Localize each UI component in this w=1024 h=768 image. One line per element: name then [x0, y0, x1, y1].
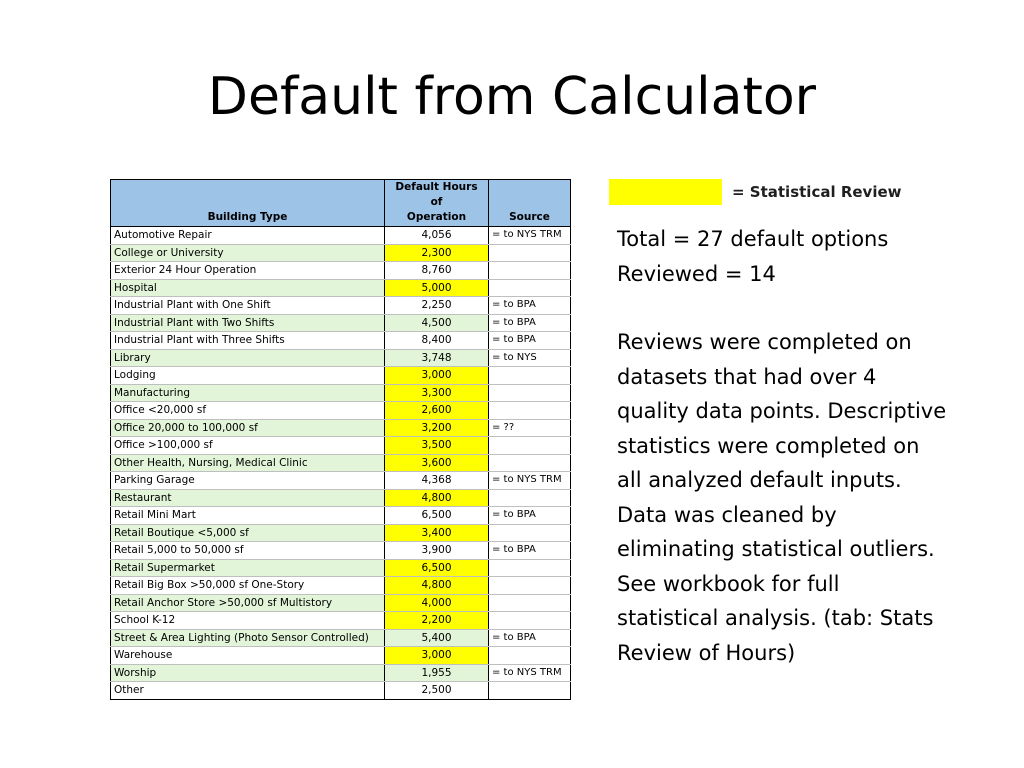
cell-source: = to NYS TRM — [489, 472, 571, 490]
cell-building-type: Street & Area Lighting (Photo Sensor Controlled) — [111, 629, 385, 647]
cell-source — [489, 437, 571, 455]
cell-building-type: Lodging — [111, 367, 385, 385]
cell-building-type: Automotive Repair — [111, 227, 385, 245]
table-row — [111, 542, 571, 560]
cell-source — [489, 454, 571, 472]
cell-source — [489, 489, 571, 507]
cell-source: = to NYS TRM — [489, 227, 571, 245]
cell-building-type: Hospital — [111, 279, 385, 297]
cell-building-type: Retail Boutique <5,000 sf — [111, 524, 385, 542]
cell-source — [489, 244, 571, 262]
cell-source: = to BPA — [489, 629, 571, 647]
cell-default-hours: 2,300 — [385, 244, 489, 262]
table-row — [111, 664, 571, 682]
notes-total-line: Total = 27 default options — [617, 227, 889, 251]
cell-building-type: Office >100,000 sf — [111, 437, 385, 455]
notes-reviewed-line: Reviewed = 14 — [617, 261, 776, 286]
header-default-hours-line1: Default Hours of — [395, 181, 478, 208]
cell-building-type: Worship — [111, 664, 385, 682]
table-row — [111, 262, 571, 280]
cell-building-type: Industrial Plant with Two Shifts — [111, 314, 385, 332]
header-default-hours-line2: Operation — [406, 211, 467, 223]
table-row — [111, 594, 571, 612]
cell-building-type: Exterior 24 Hour Operation — [111, 262, 385, 280]
header-default-hours — [385, 180, 489, 227]
table-row — [111, 629, 571, 647]
cell-source: = to BPA — [489, 542, 571, 560]
cell-default-hours: 5,400 — [385, 629, 489, 647]
notes-paragraph: Reviews were completed on datasets that had over 4 quality data points. Descriptive statistics were completed on all analyzed default inputs. Data was cleaned by eliminating statistical outliers. See workbook for full statistical analysis. (tab: Stats Review of Hours) — [617, 330, 947, 665]
default-hours-table — [110, 179, 571, 700]
legend-yellow-swatch — [609, 179, 722, 205]
table-row — [111, 524, 571, 542]
slide-title: Default from Calculator — [207, 67, 817, 127]
cell-default-hours: 2,200 — [385, 612, 489, 630]
cell-source — [489, 647, 571, 665]
table-row — [111, 244, 571, 262]
cell-default-hours: 8,760 — [385, 262, 489, 280]
cell-source: = to NYS TRM — [489, 664, 571, 682]
cell-default-hours: 3,000 — [385, 647, 489, 665]
cell-source: = to BPA — [489, 297, 571, 315]
cell-building-type: Retail Anchor Store >50,000 sf Multistory — [111, 594, 385, 612]
cell-default-hours: 5,000 — [385, 279, 489, 297]
cell-source — [489, 402, 571, 420]
cell-default-hours: 4,500 — [385, 314, 489, 332]
table-row — [111, 419, 571, 437]
cell-default-hours: 1,955 — [385, 664, 489, 682]
cell-default-hours: 3,300 — [385, 384, 489, 402]
cell-default-hours: 3,500 — [385, 437, 489, 455]
cell-source: = ?? — [489, 419, 571, 437]
notes-text-box — [617, 222, 947, 670]
table-row — [111, 559, 571, 577]
table-row — [111, 332, 571, 350]
table-row — [111, 349, 571, 367]
cell-source — [489, 577, 571, 595]
cell-default-hours: 3,600 — [385, 454, 489, 472]
table-header-row — [111, 180, 571, 227]
cell-default-hours: 3,400 — [385, 524, 489, 542]
cell-building-type: Retail Supermarket — [111, 559, 385, 577]
cell-default-hours: 2,250 — [385, 297, 489, 315]
cell-default-hours: 6,500 — [385, 507, 489, 525]
table-row — [111, 612, 571, 630]
cell-default-hours: 4,000 — [385, 594, 489, 612]
cell-default-hours: 4,056 — [385, 227, 489, 245]
cell-source — [489, 262, 571, 280]
cell-source — [489, 384, 571, 402]
table-row — [111, 437, 571, 455]
cell-source: = to BPA — [489, 314, 571, 332]
cell-source: = to BPA — [489, 507, 571, 525]
cell-default-hours: 2,600 — [385, 402, 489, 420]
cell-building-type: Retail Mini Mart — [111, 507, 385, 525]
cell-source — [489, 682, 571, 700]
legend — [609, 178, 902, 206]
cell-default-hours: 3,748 — [385, 349, 489, 367]
table-row — [111, 577, 571, 595]
table-row — [111, 507, 571, 525]
cell-source — [489, 559, 571, 577]
cell-building-type: Warehouse — [111, 647, 385, 665]
cell-building-type: Restaurant — [111, 489, 385, 507]
cell-default-hours: 3,900 — [385, 542, 489, 560]
table-row — [111, 279, 571, 297]
cell-building-type: Parking Garage — [111, 472, 385, 490]
cell-source — [489, 367, 571, 385]
table-row — [111, 402, 571, 420]
header-building-type: Building Type — [111, 180, 385, 227]
cell-building-type: Other — [111, 682, 385, 700]
table-row — [111, 227, 571, 245]
table-row — [111, 489, 571, 507]
table-row — [111, 472, 571, 490]
table-body — [111, 227, 571, 700]
cell-source — [489, 279, 571, 297]
legend-label: = Statistical Review — [732, 183, 902, 201]
cell-source: = to BPA — [489, 332, 571, 350]
cell-building-type: Library — [111, 349, 385, 367]
cell-building-type: Office 20,000 to 100,000 sf — [111, 419, 385, 437]
cell-default-hours: 3,000 — [385, 367, 489, 385]
cell-building-type: Office <20,000 sf — [111, 402, 385, 420]
cell-building-type: Other Health, Nursing, Medical Clinic — [111, 454, 385, 472]
cell-default-hours: 4,368 — [385, 472, 489, 490]
cell-default-hours: 4,800 — [385, 489, 489, 507]
cell-building-type: Industrial Plant with Three Shifts — [111, 332, 385, 350]
cell-default-hours: 8,400 — [385, 332, 489, 350]
cell-source: = to NYS — [489, 349, 571, 367]
header-source: Source — [489, 180, 571, 227]
cell-building-type: College or University — [111, 244, 385, 262]
cell-source — [489, 594, 571, 612]
table-row — [111, 454, 571, 472]
table-row — [111, 297, 571, 315]
table-row — [111, 647, 571, 665]
cell-default-hours: 4,800 — [385, 577, 489, 595]
cell-building-type: Retail Big Box >50,000 sf One-Story — [111, 577, 385, 595]
cell-building-type: School K-12 — [111, 612, 385, 630]
table-row — [111, 384, 571, 402]
cell-default-hours: 3,200 — [385, 419, 489, 437]
cell-building-type: Manufacturing — [111, 384, 385, 402]
cell-source — [489, 524, 571, 542]
table-row — [111, 682, 571, 700]
table-row — [111, 367, 571, 385]
cell-building-type: Industrial Plant with One Shift — [111, 297, 385, 315]
cell-building-type: Retail 5,000 to 50,000 sf — [111, 542, 385, 560]
table-row — [111, 314, 571, 332]
cell-source — [489, 612, 571, 630]
cell-default-hours: 2,500 — [385, 682, 489, 700]
cell-default-hours: 6,500 — [385, 559, 489, 577]
